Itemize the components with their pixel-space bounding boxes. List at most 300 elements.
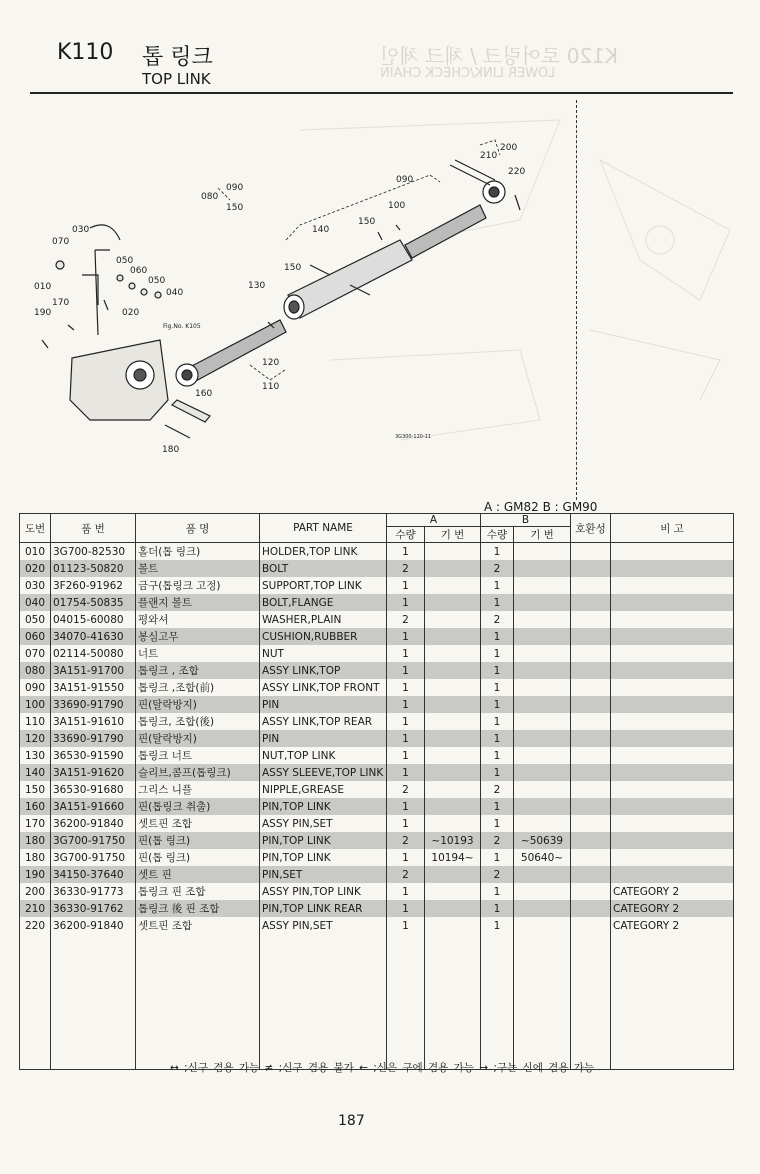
header-qty-a: 수량 <box>387 527 425 543</box>
cell-drawing-no: 190 <box>20 866 51 883</box>
cell-serial-b <box>514 866 571 883</box>
header-serial-a: 기 번 <box>425 527 481 543</box>
cell-qty-b: 1 <box>481 764 514 781</box>
cell-name-korean: 셋트핀 조합 <box>136 815 260 832</box>
cell-serial-a <box>425 662 481 679</box>
cell-drawing-no: 030 <box>20 577 51 594</box>
cell-qty-a: 1 <box>387 764 425 781</box>
cell-serial-b <box>514 560 571 577</box>
callout-070: 070 <box>52 237 70 247</box>
blank-cell <box>611 934 734 1070</box>
cell-serial-a <box>425 645 481 662</box>
cell-qty-a: 1 <box>387 900 425 917</box>
callout-210: 210 <box>480 151 498 161</box>
cell-serial-a <box>425 764 481 781</box>
cell-part-code: 36530-91590 <box>51 747 136 764</box>
cell-serial-a <box>425 713 481 730</box>
cell-qty-a: 1 <box>387 628 425 645</box>
cell-interchange <box>571 883 611 900</box>
cell-serial-a <box>425 696 481 713</box>
callout-050-b: 050 <box>148 276 166 286</box>
cell-name-korean: 볼트 <box>136 560 260 577</box>
cell-remarks <box>611 645 734 662</box>
cell-qty-b: 1 <box>481 900 514 917</box>
cell-drawing-no: 220 <box>20 917 51 934</box>
cell-name-korean: 홀더(톱 링크) <box>136 543 260 561</box>
table-row <box>20 679 734 696</box>
cell-part-name: ASSY PIN,SET <box>260 917 387 934</box>
cell-interchange <box>571 730 611 747</box>
cell-part-code: 3G700-82530 <box>51 543 136 561</box>
callout-010: 010 <box>34 282 52 292</box>
cell-serial-a <box>425 679 481 696</box>
callout-140: 140 <box>312 225 330 235</box>
cell-qty-a: 1 <box>387 594 425 611</box>
cell-name-korean: 슬리브,콤프(톱링크) <box>136 764 260 781</box>
header-serial-b: 기 번 <box>514 527 571 543</box>
callout-150: 150 <box>358 217 376 227</box>
cell-part-name: ASSY LINK,TOP FRONT <box>260 679 387 696</box>
cell-qty-b: 1 <box>481 662 514 679</box>
cell-serial-b <box>514 543 571 561</box>
model-key: A : GM82 B : GM90 <box>484 500 598 514</box>
cell-drawing-no: 100 <box>20 696 51 713</box>
cell-drawing-no: 010 <box>20 543 51 561</box>
cell-qty-b: 1 <box>481 747 514 764</box>
table-row <box>20 815 734 832</box>
cell-qty-b: 1 <box>481 713 514 730</box>
cell-remarks <box>611 730 734 747</box>
cell-part-code: 3A151-91620 <box>51 764 136 781</box>
cell-part-code: 3G700-91750 <box>51 849 136 866</box>
interchangeability-legend: ↔ ;신구 겸용 가능 ≠ ;신구 겸용 불가 ← ;신은 구에 겸용 가능 → ;구는 신에 겸용 가능 <box>170 1062 595 1074</box>
cell-name-korean: 톱링크 핀 조합 <box>136 883 260 900</box>
cell-interchange <box>571 832 611 849</box>
callout-200: 200 <box>500 143 518 153</box>
cell-interchange <box>571 849 611 866</box>
blank-cell <box>20 934 51 1070</box>
cell-drawing-no: 070 <box>20 645 51 662</box>
blank-cell <box>571 934 611 1070</box>
callout-180: 180 <box>162 445 180 455</box>
table-blank-area <box>20 934 734 1070</box>
cell-serial-a <box>425 883 481 900</box>
cell-serial-b <box>514 628 571 645</box>
cell-qty-a: 1 <box>387 849 425 866</box>
blank-cell <box>514 934 571 1070</box>
header-group-b: B <box>481 514 571 527</box>
callout-120: 120 <box>262 358 280 368</box>
cell-part-name: NUT <box>260 645 387 662</box>
cell-qty-b: 1 <box>481 798 514 815</box>
cell-qty-a: 1 <box>387 577 425 594</box>
cell-remarks: CATEGORY 2 <box>611 917 734 934</box>
cell-serial-a: ~10193 <box>425 832 481 849</box>
cell-qty-a: 1 <box>387 917 425 934</box>
callout-160: 160 <box>195 389 213 399</box>
cell-drawing-no: 210 <box>20 900 51 917</box>
cell-serial-a <box>425 543 481 561</box>
cell-part-name: PIN,SET <box>260 866 387 883</box>
cell-part-name: PIN,TOP LINK <box>260 798 387 815</box>
cell-name-korean: 핀(톱링크 취출) <box>136 798 260 815</box>
cell-serial-a <box>425 577 481 594</box>
cell-part-code: 36530-91680 <box>51 781 136 798</box>
cell-remarks <box>611 781 734 798</box>
table-row <box>20 611 734 628</box>
header-name-korean: 품 명 <box>136 514 260 543</box>
drawing-number: 3G300-120-11 <box>395 434 432 440</box>
cell-drawing-no: 180 <box>20 832 51 849</box>
callout-190: 190 <box>34 308 52 318</box>
title-underline <box>30 92 733 94</box>
cell-drawing-no: 050 <box>20 611 51 628</box>
cell-interchange <box>571 747 611 764</box>
cell-interchange <box>571 594 611 611</box>
table-row <box>20 849 734 866</box>
cell-remarks <box>611 662 734 679</box>
cell-name-korean: 핀(톱 링크) <box>136 849 260 866</box>
cell-serial-a: 10194~ <box>425 849 481 866</box>
parts-table-body <box>20 543 734 1070</box>
cell-part-code: 01754-50835 <box>51 594 136 611</box>
cell-qty-b: 1 <box>481 679 514 696</box>
cell-part-name: PIN <box>260 730 387 747</box>
cell-interchange <box>571 645 611 662</box>
cell-serial-b <box>514 696 571 713</box>
table-row <box>20 713 734 730</box>
cell-qty-b: 1 <box>481 696 514 713</box>
cell-drawing-no: 040 <box>20 594 51 611</box>
cell-qty-b: 1 <box>481 577 514 594</box>
cell-remarks <box>611 611 734 628</box>
cell-interchange <box>571 679 611 696</box>
cell-qty-a: 2 <box>387 611 425 628</box>
cell-name-korean: 평와셔 <box>136 611 260 628</box>
cell-name-korean: 핀(탈락방지) <box>136 696 260 713</box>
table-row <box>20 917 734 934</box>
cell-serial-b <box>514 645 571 662</box>
cell-part-name: HOLDER,TOP LINK <box>260 543 387 561</box>
cell-qty-b: 1 <box>481 730 514 747</box>
header-qty-b: 수량 <box>481 527 514 543</box>
cell-interchange <box>571 696 611 713</box>
callout-100: 100 <box>388 201 406 211</box>
cell-name-korean: 톱링크 , 조합 <box>136 662 260 679</box>
blank-cell <box>51 934 136 1070</box>
cell-qty-b: 2 <box>481 832 514 849</box>
callout-150-lower: 150 <box>284 263 302 273</box>
cell-qty-a: 1 <box>387 747 425 764</box>
cell-serial-b <box>514 594 571 611</box>
cell-serial-a <box>425 594 481 611</box>
cell-interchange <box>571 713 611 730</box>
cell-qty-a: 1 <box>387 713 425 730</box>
cell-drawing-no: 060 <box>20 628 51 645</box>
cell-interchange <box>571 900 611 917</box>
callout-220: 220 <box>508 167 526 177</box>
bleed-through-title: K120 로어링크 / 체크 체인 <box>380 44 619 68</box>
cell-serial-b <box>514 815 571 832</box>
cell-name-korean: 핀(탈락방지) <box>136 730 260 747</box>
cell-qty-b: 1 <box>481 815 514 832</box>
table-row <box>20 832 734 849</box>
callout-050: 050 <box>116 256 134 266</box>
cell-qty-a: 1 <box>387 798 425 815</box>
cell-serial-a <box>425 900 481 917</box>
cell-serial-a <box>425 560 481 577</box>
cell-part-code: 33690-91790 <box>51 730 136 747</box>
cell-interchange <box>571 866 611 883</box>
cell-part-name: BOLT,FLANGE <box>260 594 387 611</box>
header-interchange: 호환성 <box>571 514 611 543</box>
cell-part-name: NUT,TOP LINK <box>260 747 387 764</box>
cell-qty-a: 2 <box>387 832 425 849</box>
section-title-english: TOP LINK <box>142 70 211 88</box>
cell-qty-b: 1 <box>481 849 514 866</box>
table-row <box>20 798 734 815</box>
cell-qty-b: 2 <box>481 611 514 628</box>
cell-interchange <box>571 917 611 934</box>
callout-110: 110 <box>262 382 280 392</box>
diagram-parts <box>42 160 520 438</box>
table-row <box>20 645 734 662</box>
header-remarks: 비 고 <box>611 514 734 543</box>
cell-drawing-no: 160 <box>20 798 51 815</box>
cell-qty-a: 1 <box>387 543 425 561</box>
cell-qty-a: 2 <box>387 781 425 798</box>
cell-qty-b: 2 <box>481 866 514 883</box>
cell-drawing-no: 200 <box>20 883 51 900</box>
cell-drawing-no: 140 <box>20 764 51 781</box>
cell-name-korean: 금구(톱링크 고정) <box>136 577 260 594</box>
cell-part-code: 34150-37640 <box>51 866 136 883</box>
header-drawing-no: 도번 <box>20 514 51 543</box>
table-row <box>20 730 734 747</box>
cell-remarks <box>611 764 734 781</box>
section-title-korean: 톱 링크 <box>142 45 213 70</box>
cell-serial-b <box>514 730 571 747</box>
cell-part-code: 01123-50820 <box>51 560 136 577</box>
cell-remarks <box>611 543 734 561</box>
cell-drawing-no: 090 <box>20 679 51 696</box>
cell-drawing-no: 150 <box>20 781 51 798</box>
cell-serial-a <box>425 628 481 645</box>
cell-serial-a <box>425 866 481 883</box>
cell-remarks <box>611 577 734 594</box>
cell-part-code: 36200-91840 <box>51 917 136 934</box>
cell-serial-b <box>514 781 571 798</box>
cell-part-code: 3A151-91660 <box>51 798 136 815</box>
cell-part-name: ASSY PIN,TOP LINK <box>260 883 387 900</box>
cell-remarks <box>611 560 734 577</box>
cell-name-korean: 셋트 핀 <box>136 866 260 883</box>
cell-qty-b: 2 <box>481 560 514 577</box>
cell-interchange <box>571 560 611 577</box>
cell-drawing-no: 170 <box>20 815 51 832</box>
cell-drawing-no: 120 <box>20 730 51 747</box>
cell-serial-b <box>514 611 571 628</box>
cell-serial-a <box>425 611 481 628</box>
cell-remarks <box>611 832 734 849</box>
cell-remarks <box>611 679 734 696</box>
cell-remarks <box>611 815 734 832</box>
cell-serial-a <box>425 747 481 764</box>
blank-cell <box>260 934 387 1070</box>
cell-part-name: PIN <box>260 696 387 713</box>
section-code: K110 <box>57 40 114 65</box>
cell-remarks <box>611 713 734 730</box>
cell-part-code: 02114-50080 <box>51 645 136 662</box>
table-row <box>20 543 734 561</box>
cell-name-korean: 그리스 니플 <box>136 781 260 798</box>
cell-serial-b <box>514 713 571 730</box>
cell-serial-b: ~50639 <box>514 832 571 849</box>
cell-name-korean: 톱링크, 조합(後) <box>136 713 260 730</box>
table-row <box>20 696 734 713</box>
cell-interchange <box>571 543 611 561</box>
cell-name-korean: 너트 <box>136 645 260 662</box>
cell-drawing-no: 020 <box>20 560 51 577</box>
table-row <box>20 883 734 900</box>
cell-serial-b <box>514 883 571 900</box>
parts-table <box>19 513 734 1070</box>
cell-qty-a: 2 <box>387 866 425 883</box>
cell-part-name: NIPPLE,GREASE <box>260 781 387 798</box>
cell-remarks <box>611 696 734 713</box>
cell-name-korean: 톱링크 ,조합(前) <box>136 679 260 696</box>
table-row <box>20 764 734 781</box>
cell-remarks: CATEGORY 2 <box>611 900 734 917</box>
cell-serial-b <box>514 764 571 781</box>
cell-qty-b: 1 <box>481 917 514 934</box>
cell-drawing-no: 080 <box>20 662 51 679</box>
cell-remarks: CATEGORY 2 <box>611 883 734 900</box>
parts-table-header <box>20 514 734 543</box>
exploded-parts-diagram <box>0 100 760 500</box>
header-part-code: 품 번 <box>51 514 136 543</box>
cell-qty-b: 1 <box>481 883 514 900</box>
cell-name-korean: 셋트핀 조합 <box>136 917 260 934</box>
table-row <box>20 662 734 679</box>
cell-qty-b: 1 <box>481 645 514 662</box>
blank-cell <box>481 934 514 1070</box>
cell-serial-b <box>514 798 571 815</box>
cell-part-name: PIN,TOP LINK <box>260 849 387 866</box>
cell-drawing-no: 110 <box>20 713 51 730</box>
cell-serial-b <box>514 577 571 594</box>
cell-remarks <box>611 849 734 866</box>
callout-040: 040 <box>166 288 184 298</box>
blank-cell <box>387 934 425 1070</box>
cell-name-korean: 핀(톱 링크) <box>136 832 260 849</box>
cell-part-name: CUSHION,RUBBER <box>260 628 387 645</box>
cell-part-code: 04015-60080 <box>51 611 136 628</box>
cell-interchange <box>571 764 611 781</box>
table-row <box>20 900 734 917</box>
blank-cell <box>425 934 481 1070</box>
callout-170: 170 <box>52 298 70 308</box>
cell-part-code: 36330-91762 <box>51 900 136 917</box>
cell-part-code: 36330-91773 <box>51 883 136 900</box>
cell-remarks <box>611 798 734 815</box>
table-row <box>20 747 734 764</box>
cell-remarks <box>611 594 734 611</box>
cell-name-korean: 플랜지 볼트 <box>136 594 260 611</box>
cell-part-name: SUPPORT,TOP LINK <box>260 577 387 594</box>
cell-part-name: WASHER,PLAIN <box>260 611 387 628</box>
bleed-through-subtitle: LOWER LINK/CHECK CHAIN <box>380 66 556 81</box>
cell-part-code: 3A151-91550 <box>51 679 136 696</box>
cell-qty-a: 1 <box>387 696 425 713</box>
cell-interchange <box>571 815 611 832</box>
cell-part-name: BOLT <box>260 560 387 577</box>
cell-serial-a <box>425 815 481 832</box>
page-number: 187 <box>338 1113 365 1129</box>
table-row <box>20 781 734 798</box>
cell-qty-b: 1 <box>481 543 514 561</box>
cell-name-korean: 톱링크 너트 <box>136 747 260 764</box>
header-group-a: A <box>387 514 481 527</box>
header-part-name: PART NAME <box>260 514 387 543</box>
cell-part-name: PIN,TOP LINK <box>260 832 387 849</box>
cell-part-name: ASSY SLEEVE,TOP LINK <box>260 764 387 781</box>
cell-name-korean: 봉심고무 <box>136 628 260 645</box>
cell-interchange <box>571 781 611 798</box>
callout-060: 060 <box>130 266 148 276</box>
cell-serial-a <box>425 917 481 934</box>
callout-090-range: 090 <box>226 183 244 193</box>
cell-interchange <box>571 577 611 594</box>
cell-part-code: 34070-41630 <box>51 628 136 645</box>
cell-part-name: ASSY LINK,TOP <box>260 662 387 679</box>
table-row <box>20 866 734 883</box>
callout-090: 090 <box>396 175 414 185</box>
cell-qty-a: 1 <box>387 645 425 662</box>
cell-remarks <box>611 628 734 645</box>
cell-part-code: 3F260-91962 <box>51 577 136 594</box>
cell-part-code: 3G700-91750 <box>51 832 136 849</box>
cell-qty-a: 1 <box>387 662 425 679</box>
callout-130: 130 <box>248 281 266 291</box>
cell-serial-b <box>514 662 571 679</box>
cell-qty-a: 1 <box>387 883 425 900</box>
cell-qty-b: 1 <box>481 594 514 611</box>
cell-drawing-no: 180 <box>20 849 51 866</box>
cell-interchange <box>571 662 611 679</box>
cell-serial-b <box>514 917 571 934</box>
table-row <box>20 577 734 594</box>
blank-cell <box>136 934 260 1070</box>
cell-qty-a: 1 <box>387 730 425 747</box>
cell-part-name: ASSY LINK,TOP REAR <box>260 713 387 730</box>
cell-serial-a <box>425 798 481 815</box>
cell-part-name: ASSY PIN,SET <box>260 815 387 832</box>
cell-qty-b: 1 <box>481 628 514 645</box>
cell-part-name: PIN,TOP LINK REAR <box>260 900 387 917</box>
cell-serial-b <box>514 679 571 696</box>
cell-qty-a: 1 <box>387 679 425 696</box>
fig-reference: Fig.No. K105 <box>163 323 201 330</box>
cell-remarks <box>611 866 734 883</box>
cell-part-code: 3A151-91610 <box>51 713 136 730</box>
cell-serial-b <box>514 900 571 917</box>
cell-serial-b: 50640~ <box>514 849 571 866</box>
cell-serial-a <box>425 730 481 747</box>
cell-qty-b: 2 <box>481 781 514 798</box>
cell-remarks <box>611 747 734 764</box>
cell-name-korean: 톱링크 後 핀 조합 <box>136 900 260 917</box>
